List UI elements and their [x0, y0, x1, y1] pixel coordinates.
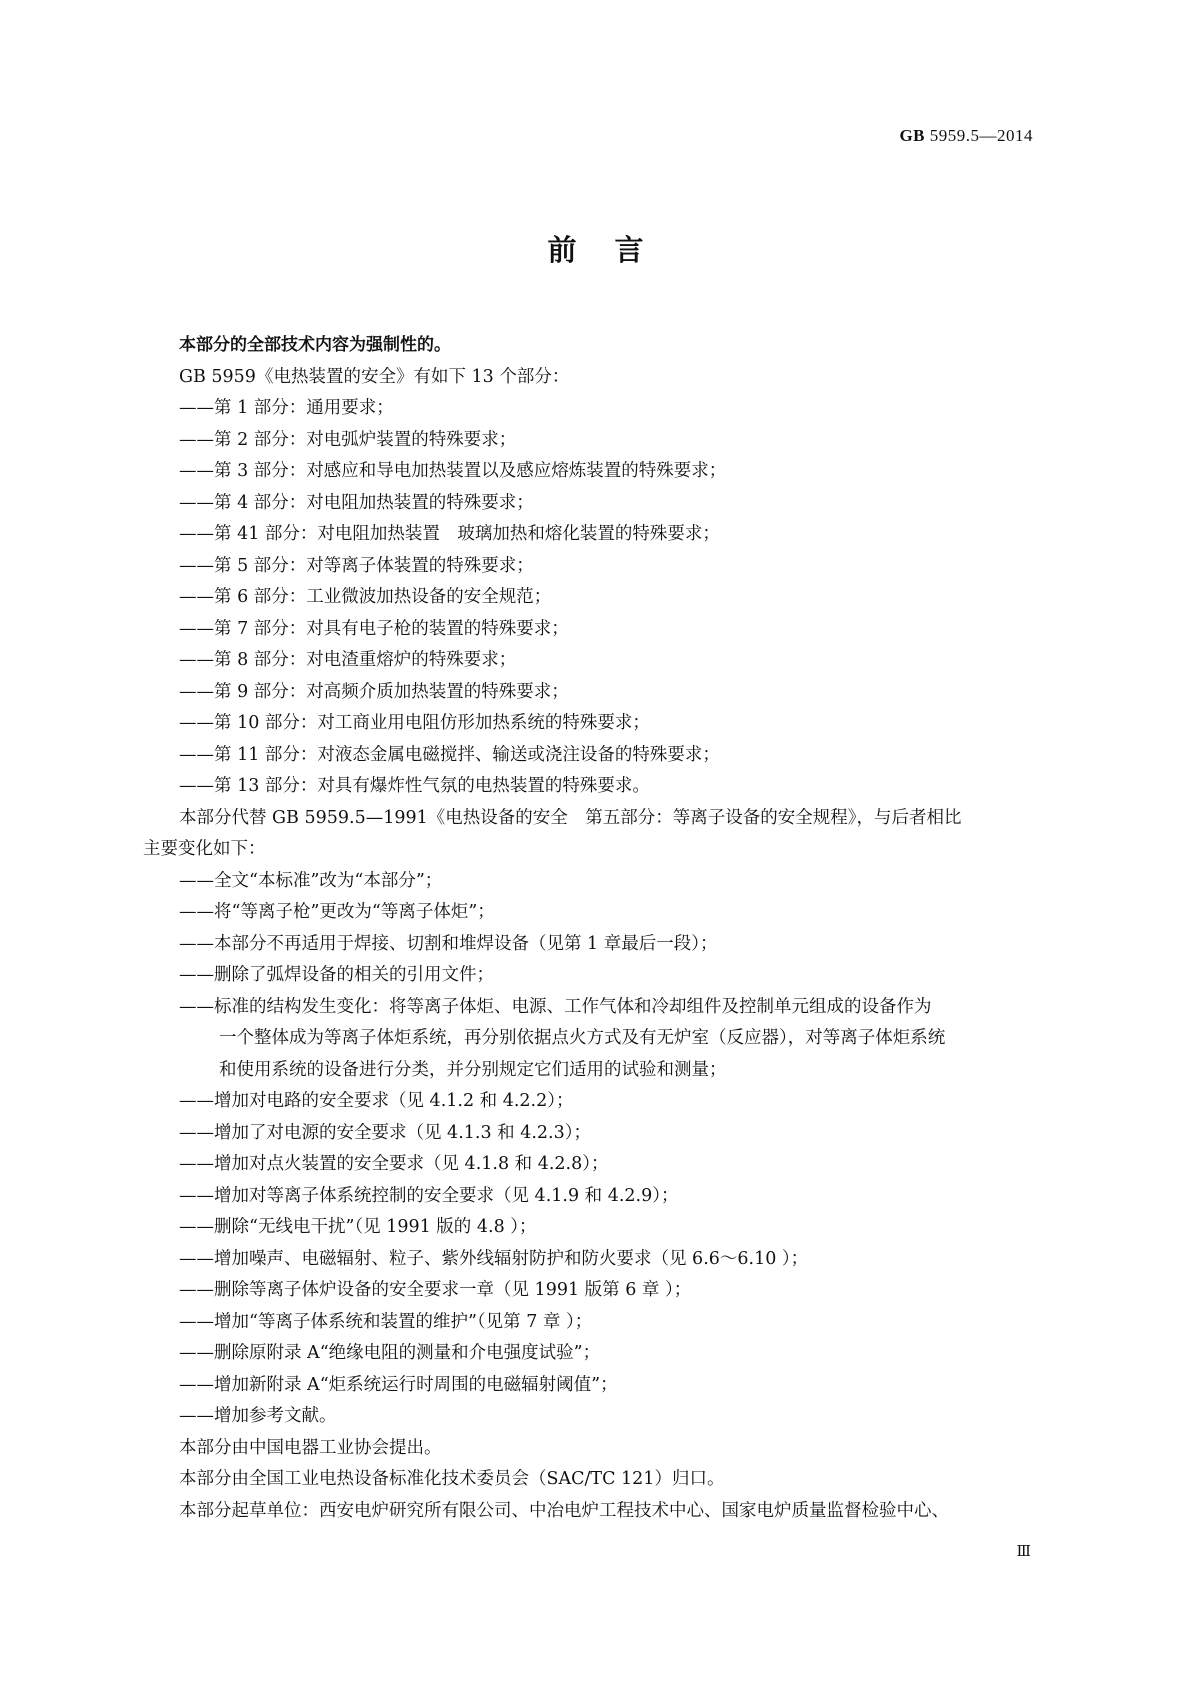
list-item: ——增加了对电源的安全要求（见 4.1.3 和 4.2.3）；	[179, 1122, 591, 1143]
list-item: ——第 3 部分：对感应和导电加热装置以及感应熔炼装置的特殊要求；	[179, 461, 727, 481]
standard-number: 5959.5—2014	[929, 126, 1033, 145]
list-item: ——第 8 部分：对电渣重熔炉的特殊要求；	[179, 650, 517, 670]
list-item: ——标准的结构发生变化：将等离子体炬、电源、工作气体和冷却组件及控制单元组成的设备作为	[179, 996, 932, 1017]
paragraph-line: 本部分代替 GB 5959.5—1991《电热设备的安全 第五部分：等离子设备的安全规程》，与后者相比	[179, 807, 962, 828]
list-item: ——第 5 部分：对等离子体装置的特殊要求；	[179, 555, 534, 576]
list-item: ——删除“无线电干扰”（见 1991 版的 4.8 ）；	[179, 1217, 537, 1237]
list-item: ——增加对点火装置的安全要求（见 4.1.8 和 4.2.8）；	[179, 1154, 609, 1174]
page-number: Ⅲ	[1016, 1544, 1031, 1560]
list-item: ——第 9 部分：对高频介质加热装置的特殊要求；	[179, 681, 569, 702]
list-item: ——增加对等离子体系统控制的安全要求（见 4.1.9 和 4.2.9）；	[179, 1185, 679, 1206]
mandatory-statement: 本部分的全部技术内容为强制性的。	[179, 335, 451, 355]
list-item: ——增加噪声、电磁辐射、粒子、紫外线辐射防护和防火要求（见 6.6～6.10 ）；	[179, 1248, 809, 1269]
list-item: ——第 2 部分：对电弧炉装置的特殊要求；	[179, 429, 517, 450]
paragraph-line: 本部分由中国电器工业协会提出。	[179, 1437, 442, 1458]
page-title: 前言	[547, 233, 682, 267]
list-item: ——删除了弧焊设备的相关的引用文件；	[179, 965, 494, 985]
list-item: ——第 11 部分：对液态金属电磁搅拌、输送或浇注设备的特殊要求；	[179, 744, 720, 765]
list-item: ——增加新附录 A“炬系统运行时周围的电磁辐射阈值”；	[179, 1374, 618, 1395]
standard-prefix: GB	[899, 126, 925, 145]
foreword-body	[143, 330, 1058, 1527]
list-item: ——增加参考文献。	[179, 1406, 337, 1426]
paragraph-line: GB 5959《电热装置的安全》有如下 13 个部分：	[179, 366, 570, 387]
list-item: ——第 7 部分：对具有电子枪的装置的特殊要求；	[179, 618, 569, 639]
list-item: ——第 6 部分：工业微波加热设备的安全规范；	[179, 587, 552, 607]
standard-code	[899, 126, 1033, 146]
list-item: ——删除等离子体炉设备的安全要求一章（见 1991 版第 6 章 ）；	[179, 1280, 692, 1300]
list-item: ——删除原附录 A“绝缘电阻的测量和介电强度试验”；	[179, 1343, 601, 1363]
paragraph-line: 本部分由全国工业电热设备标准化技术委员会（SAC/TC 121）归口。	[179, 1469, 725, 1489]
list-item: ——第 4 部分：对电阻加热装置的特殊要求；	[179, 492, 534, 513]
list-item: ——第 1 部分：通用要求；	[179, 398, 394, 418]
list-item: ——本部分不再适用于焊接、切割和堆焊设备（见第 1 章最后一段）；	[179, 933, 718, 954]
list-item: ——增加“等离子体系统和装置的维护”（见第 7 章 ）；	[179, 1311, 593, 1332]
paragraph-line: 本部分起草单位：西安电炉研究所有限公司、中冶电炉工程技术中心、国家电炉质量监督检验中心、	[179, 1500, 949, 1521]
list-item-continuation: 和使用系统的设备进行分类，并分别规定它们适用的试验和测量；	[219, 1059, 727, 1080]
list-item: ——第 13 部分：对具有爆炸性气氛的电热装置的特殊要求。	[179, 776, 650, 796]
list-item: ——增加对电路的安全要求（见 4.1.2 和 4.2.2）；	[179, 1091, 574, 1111]
list-item: ——将“等离子枪”更改为“等离子体炬”；	[179, 902, 495, 922]
list-item: ——全文“本标准”改为“本部分”；	[179, 870, 443, 891]
list-item: ——第 10 部分：对工商业用电阻仿形加热系统的特殊要求；	[179, 713, 650, 733]
list-item-continuation: 一个整体成为等离子体炬系统，再分别依据点火方式及有无炉室（反应器），对等离子体炬系统	[219, 1028, 946, 1048]
paragraph-line: 主要变化如下：	[143, 839, 266, 859]
list-item: ——第 41 部分：对电阻加热装置 玻璃加热和熔化装置的特殊要求；	[179, 524, 720, 544]
